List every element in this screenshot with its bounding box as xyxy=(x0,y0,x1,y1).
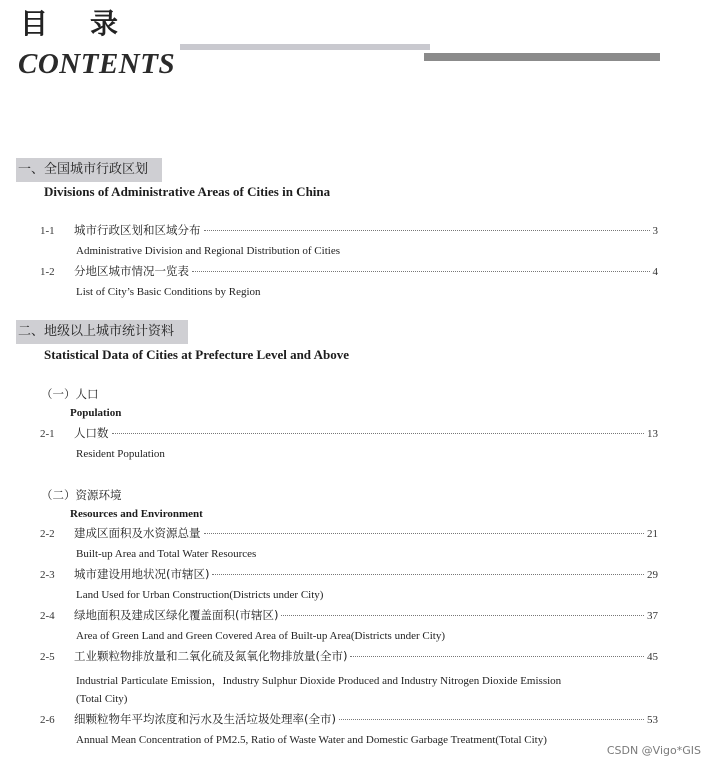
entry-number: 1-2 xyxy=(40,266,55,278)
entry-title-en: Annual Mean Concentration of PM2.5, Ratio of Waste Water and Domestic Garbage Treatment(Total City) xyxy=(76,734,547,746)
subsection-heading-en: Population xyxy=(70,407,122,419)
entry-title-cn: 绿地面积及建成区绿化覆盖面积(市辖区) xyxy=(74,608,279,622)
entry-title-en: Industrial Particulate Emission，Industry Sulphur Dioxide Produced and Industry Nitrogen Dioxide Emission xyxy=(76,675,562,687)
page-title-cn: 目录 xyxy=(20,7,161,40)
entry-title-cn: 分地区城市情况一览表 xyxy=(74,264,189,278)
dot-leader xyxy=(350,656,644,657)
entry-title-cn: 工业颗粒物排放量和二氧化硫及氮氧化物排放量(全市) xyxy=(74,649,348,663)
entry-page-number: 4 xyxy=(652,266,658,278)
dot-leader xyxy=(204,230,650,231)
toc-entry[interactable] xyxy=(40,525,658,541)
decorative-bar-dark xyxy=(424,53,660,61)
dot-leader xyxy=(281,615,644,616)
toc-entry[interactable] xyxy=(40,711,658,727)
dot-leader xyxy=(212,574,644,575)
toc-entry[interactable] xyxy=(40,566,658,582)
dot-leader xyxy=(204,533,645,534)
entry-title-cn: 人口数 xyxy=(74,426,109,440)
dot-leader xyxy=(339,719,644,720)
section-heading-cn: 二、地级以上城市统计资料 xyxy=(16,320,188,344)
watermark: CSDN @Vigo*GIS xyxy=(606,744,701,757)
page-title-en: CONTENTS xyxy=(18,48,176,80)
entry-title-en: Administrative Division and Regional Distribution of Cities xyxy=(76,245,340,257)
entry-page-number: 37 xyxy=(647,610,658,622)
entry-number: 2-5 xyxy=(40,651,55,663)
entry-number: 1-1 xyxy=(40,225,55,237)
toc-entry[interactable] xyxy=(40,425,658,441)
entry-number: 2-3 xyxy=(40,569,55,581)
entry-title-cn: 建成区面积及水资源总量 xyxy=(74,526,201,540)
toc-entry[interactable] xyxy=(40,607,658,623)
toc-entry[interactable] xyxy=(40,263,658,279)
subsection-heading-cn: （一）人口 xyxy=(41,387,99,401)
entry-page-number: 21 xyxy=(647,528,658,540)
entry-page-number: 3 xyxy=(652,225,658,237)
entry-title-en: Built-up Area and Total Water Resources xyxy=(76,548,257,560)
entry-number: 2-4 xyxy=(40,610,55,622)
entry-title-cn: 城市建设用地状况(市辖区) xyxy=(74,567,210,581)
entry-page-number: 53 xyxy=(647,714,658,726)
entry-title-en: List of City’s Basic Conditions by Region xyxy=(76,286,261,298)
entry-title-en-continued: (Total City) xyxy=(76,693,128,705)
entry-page-number: 13 xyxy=(647,428,658,440)
section-heading-cn: 一、全国城市行政区划 xyxy=(16,158,162,182)
entry-title-en: Area of Green Land and Green Covered Area of Built-up Area(Districts under City) xyxy=(76,630,445,642)
toc-entry[interactable] xyxy=(40,222,658,238)
toc-entry[interactable] xyxy=(40,648,658,664)
subsection-heading-en: Resources and Environment xyxy=(70,508,203,520)
entry-title-en: Land Used for Urban Construction(Districts under City) xyxy=(76,589,324,601)
dot-leader xyxy=(112,433,645,434)
entry-title-cn: 细颗粒物年平均浓度和污水及生活垃圾处理率(全市) xyxy=(74,712,336,726)
entry-number: 2-6 xyxy=(40,714,55,726)
entry-title-en: Resident Population xyxy=(76,448,165,460)
entry-number: 2-2 xyxy=(40,528,55,540)
section-heading-en: Divisions of Administrative Areas of Cities in China xyxy=(44,184,331,199)
entry-number: 2-1 xyxy=(40,428,55,440)
decorative-bar-light xyxy=(180,44,430,50)
dot-leader xyxy=(192,271,650,272)
entry-title-cn: 城市行政区划和区域分布 xyxy=(74,223,201,237)
subsection-heading-cn: （二）资源环境 xyxy=(41,488,122,502)
entry-page-number: 45 xyxy=(647,651,658,663)
section-heading-en: Statistical Data of Cities at Prefecture Level and Above xyxy=(44,347,349,362)
entry-page-number: 29 xyxy=(647,569,658,581)
